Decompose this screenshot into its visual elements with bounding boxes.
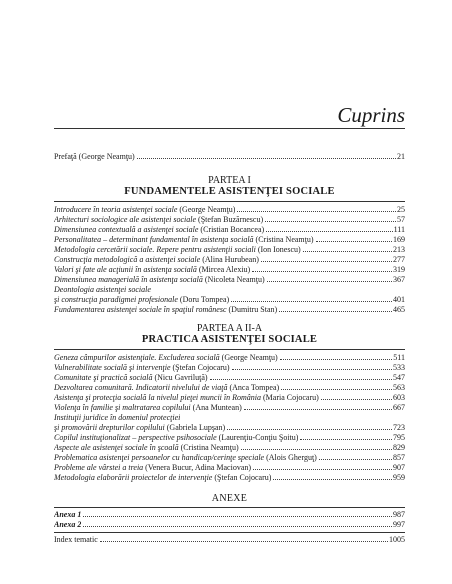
dot-leader (232, 369, 392, 370)
entry-author: (George Neamţu) (219, 353, 278, 362)
entry-author: (Laurenţiu-Conţiu Şoitu) (216, 433, 299, 442)
entry-page: 319 (393, 265, 405, 274)
dot-leader (237, 211, 396, 212)
entry-author: (Doru Tompea) (177, 295, 230, 304)
dot-leader (83, 526, 392, 527)
entry-page: 795 (393, 433, 405, 442)
toc-entry (54, 463, 405, 473)
entry-page: 603 (393, 393, 405, 402)
entry-title: Dimensiunea contextuală a asistenţei sociale (54, 225, 199, 234)
entry-page: 987 (393, 510, 405, 519)
entry-page: 169 (393, 235, 405, 244)
entry-title: Anexa 2 (54, 520, 82, 529)
entry-page: 857 (393, 453, 405, 462)
entry-author: (Dumitru Stan) (226, 305, 278, 314)
entry-title: Dimensiunea managerială în asistenţa socială (54, 275, 203, 284)
dot-leader (261, 261, 392, 262)
dot-leader (280, 359, 393, 360)
dot-leader (273, 479, 392, 480)
entry-title: Metodologia cercetării sociale. Repere pentru asistenţii sociali (54, 245, 256, 254)
toc-entry-institutions-line2 (54, 423, 405, 433)
toc-entry-last (54, 305, 405, 315)
dot-leader (281, 389, 392, 390)
entry-author: (Ştefan Buzărnescu) (196, 215, 264, 224)
entry-title: Introducere în teoria asistenţei sociale (54, 205, 178, 214)
entry-title: Fundamentarea asistenţei sociale în spaţiul românesc (54, 305, 227, 314)
entry-page: 907 (393, 463, 405, 472)
dot-leader (210, 379, 392, 380)
part1-entries (54, 205, 405, 285)
entry-author: (Anca Tompea) (227, 383, 280, 392)
toc-entry (54, 353, 405, 363)
toc-entry (54, 255, 405, 265)
dot-leader (266, 231, 392, 232)
toc-entry (54, 265, 405, 275)
toc-entry (54, 205, 405, 215)
entry-author: (Venera Bucur, Adina Maciovan) (143, 463, 252, 472)
entry-page: 111 (393, 225, 405, 234)
dot-leader (319, 459, 392, 460)
entry-title: Probleme ale vârstei a treia (54, 463, 144, 472)
dot-leader (300, 439, 392, 440)
entry-page: 723 (393, 423, 405, 432)
toc-entry (54, 225, 405, 235)
entry-author: (Nicoleta Neamţu) (202, 275, 265, 284)
entry-page: 213 (393, 245, 405, 254)
entry-title: Deontologia asistenţei sociale (54, 285, 151, 294)
part1-label: PARTEA I (208, 175, 251, 186)
dot-leader (265, 221, 396, 222)
part2-title: PRACTICA ASISTENŢEI SOCIALE (141, 334, 318, 345)
entry-author: (Alina Hurubean) (200, 255, 259, 264)
toc-entry (54, 363, 405, 373)
dot-leader (137, 158, 396, 159)
toc-entry (54, 510, 405, 520)
entry-title: şi promovării drepturilor copilului (54, 423, 165, 432)
entry-title: Instituţii juridice în domeniul protecţiei (54, 413, 181, 422)
entry-title: Construcţia metodologică a asistenţei sociale (54, 255, 201, 264)
entry-page: 667 (393, 403, 405, 412)
dot-leader (267, 281, 392, 282)
entry-title: Dezvoltarea comunitară. Indicatorii nivelului de viaţă (54, 383, 228, 392)
entry-title: Vulnerabilitate socială şi intervenţie (54, 363, 171, 372)
entry-author: (Maria Cojocaru) (261, 393, 319, 402)
part1-rule (54, 201, 405, 202)
entry-page: 829 (393, 443, 405, 452)
entry-page: 959 (393, 473, 405, 482)
part2-entries-more (54, 433, 405, 483)
toc-entry (54, 393, 405, 403)
toc-entry (54, 443, 405, 453)
entry-page: 57 (397, 215, 405, 224)
dot-leader (279, 311, 392, 312)
annexes-label: ANEXE (211, 493, 248, 504)
entry-title: Copilul instituţionalizat – perspective psihosociale (54, 433, 217, 442)
entry-page: 511 (393, 353, 405, 362)
toc-entry (54, 245, 405, 255)
entry-author: (Cristian Bocancea) (198, 225, 265, 234)
dot-leader (241, 449, 392, 450)
dot-leader (316, 241, 392, 242)
entry-author: (Alois Gherguţ) (264, 453, 317, 462)
dot-leader (253, 469, 392, 470)
entry-title: Valori şi fate ale acţiunii în asistenţa socială (54, 265, 197, 274)
toc-entry (54, 453, 405, 463)
toc-entry (54, 473, 405, 483)
table-of-contents (54, 150, 405, 545)
entry-title: Personalitatea – determinant fundamental în asistenţa socială (54, 235, 254, 244)
entry-title: Violenţa în familie şi maltratarea copilului (54, 403, 191, 412)
entry-author: (Ana Muntean) (190, 403, 242, 412)
entry-page: 401 (393, 295, 405, 304)
dot-leader (100, 541, 388, 542)
part1-title: FUNDAMENTELE ASISTENŢEI SOCIALE (124, 186, 335, 197)
entry-author: (Cristina Neamţu) (178, 443, 239, 452)
toc-entry-preface (54, 152, 405, 162)
entry-author: (Ion Ionescu) (255, 245, 301, 254)
toc-entry (54, 275, 405, 285)
entry-page: 547 (393, 373, 405, 382)
toc-entry-deontology-line1 (54, 285, 405, 295)
toc-entry-deontology-line2 (54, 295, 405, 305)
entry-author: (Ştefan Cojocaru) (170, 363, 230, 372)
dot-leader (83, 516, 392, 517)
entry-page: 997 (393, 520, 405, 529)
entry-page: 1005 (389, 535, 405, 544)
annexes-rule-top (54, 507, 405, 508)
toc-entry-institutions-line1 (54, 413, 405, 423)
annex-entries (54, 510, 405, 530)
entry-page: 367 (393, 275, 405, 284)
entry-page: 465 (393, 305, 405, 314)
dot-leader (227, 429, 392, 430)
entry-title: Comunitate şi practică socială (54, 373, 153, 382)
toc-entry (54, 215, 405, 225)
entry-text: Index tematic (54, 535, 98, 544)
toc-entry (54, 403, 405, 413)
annexes-rule-bottom (54, 532, 405, 533)
dot-leader (252, 271, 392, 272)
entry-title: Problematica asistenţei persoanelor cu handicap/cerinţe speciale (54, 453, 265, 462)
entry-title: Asistenţa şi protecţia socială la nivelul pieţei muncii în România (54, 393, 262, 402)
dot-leader (321, 399, 392, 400)
part2-rule (54, 349, 405, 350)
entry-text: Prefaţă (George Neamţu) (54, 152, 135, 161)
toc-entry (54, 373, 405, 383)
entry-author: (Cristina Neamţu) (253, 235, 314, 244)
entry-page: 277 (393, 255, 405, 264)
dot-leader (303, 251, 392, 252)
entry-page: 563 (393, 383, 405, 392)
entry-title: Arhitecturi sociologice ale asistenţei sociale (54, 215, 197, 224)
dot-leader (231, 301, 392, 302)
entry-author: (Nicu Gavriluţă) (152, 373, 208, 382)
entry-page: 21 (397, 152, 405, 161)
toc-entry (54, 520, 405, 530)
entry-author: (Ştefan Cojocaru) (212, 473, 272, 482)
entry-page: 25 (397, 205, 405, 214)
toc-entry (54, 383, 405, 393)
entry-title: Metodologia elaborării proiectelor de intervenţie (54, 473, 213, 482)
toc-entry (54, 235, 405, 245)
part2-entries (54, 353, 405, 413)
part2-label: PARTEA A II-A (196, 323, 263, 334)
entry-author: (Mircea Alexiu) (196, 265, 251, 274)
entry-page: 533 (393, 363, 405, 372)
dot-leader (244, 409, 392, 410)
title-rule (54, 128, 405, 129)
entry-author: (Gabriela Lupşan) (164, 423, 226, 432)
entry-author: (George Neamţu) (177, 205, 236, 214)
entry-title: Anexa 1 (54, 510, 82, 519)
toc-entry-index (54, 535, 405, 545)
entry-title: Geneza câmpurilor asistenţiale. Excluderea socială (54, 353, 220, 362)
entry-title: şi construcţia paradigmei profesionale (54, 295, 178, 304)
page-title: Cuprins (337, 103, 405, 127)
toc-entry (54, 433, 405, 443)
entry-title: Aspecte ale asistenţei sociale în şcoală (54, 443, 179, 452)
